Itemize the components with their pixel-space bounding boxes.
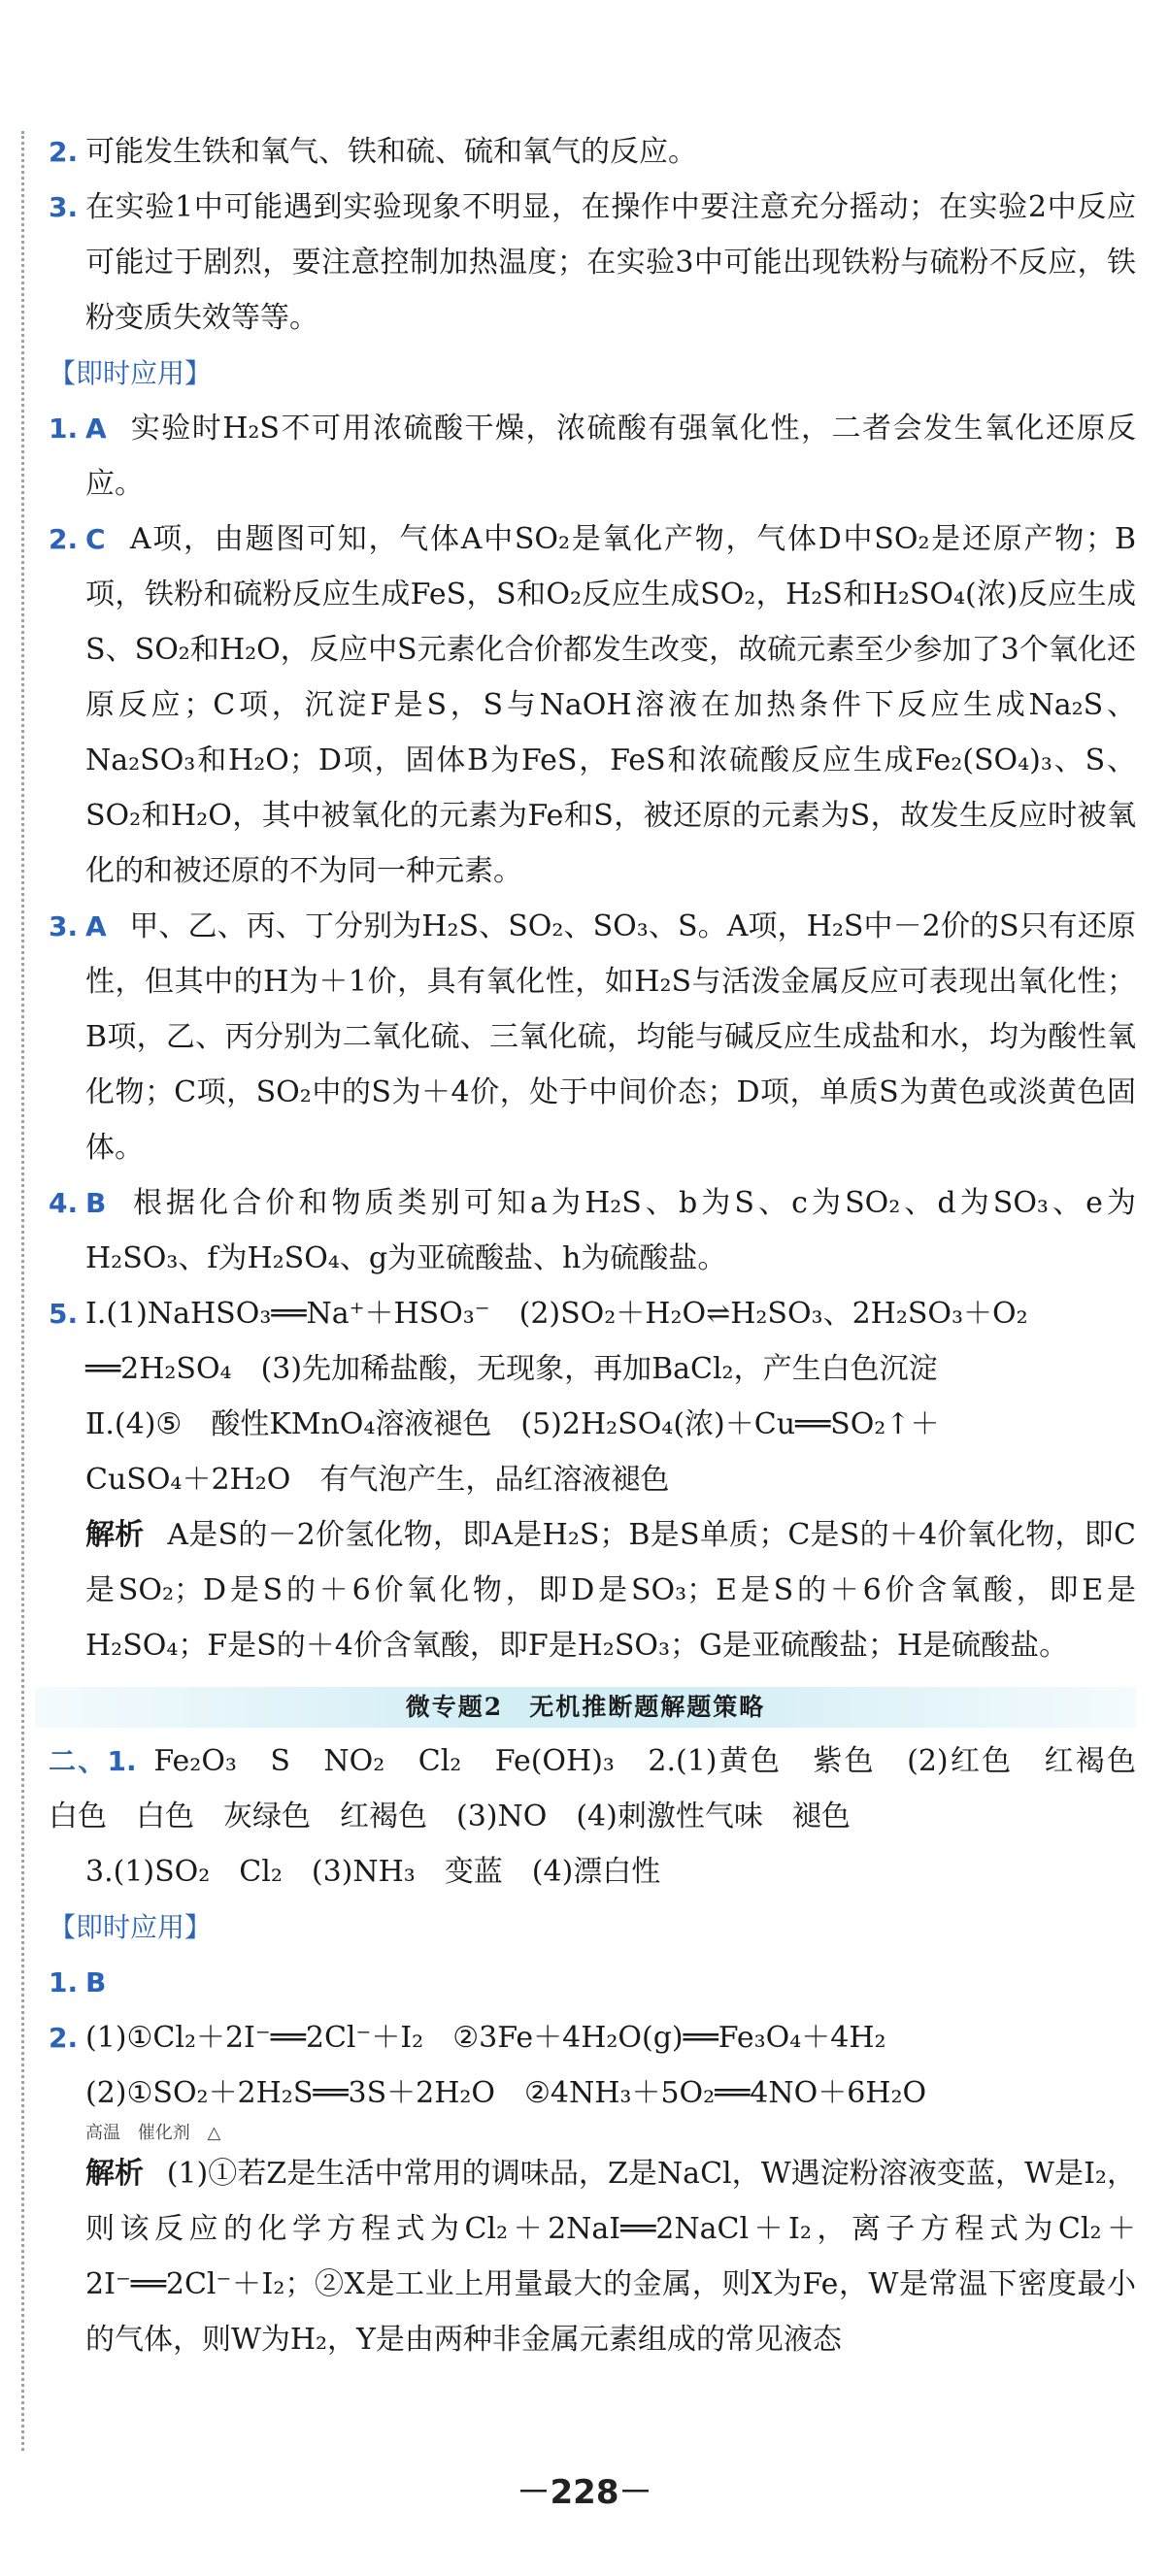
item-number: 1.: [49, 413, 79, 445]
item-number: 3.: [49, 191, 79, 223]
list-item: [49, 124, 1136, 180]
analysis-label: 解析: [85, 1518, 145, 1552]
equation-line: Ⅰ.(1)NaHSO₃══Na⁺＋HSO₃⁻ (2)SO₂＋H₂O⇌H₂SO₃、2H₂SO₃＋O₂: [85, 1297, 1028, 1331]
answer-item: [49, 401, 1136, 512]
item-number: 1.: [49, 1966, 79, 1998]
item-text: 在实验1中可能遇到实验现象不明显，在操作中要注意充分摇动；在实验2中反应可能过于剧烈，要注意控制加热温度；在实验3中可能出现铁粉与硫粉不反应，铁粉变质失效等等。: [85, 190, 1136, 335]
answer-letter: A: [85, 413, 107, 445]
analysis-text: A是S的－2价氢化物，即A是H₂S；B是S单质；C是S的＋4价氧化物，即C是SO₂；D是S的＋6价氧化物，即D是SO₃；E是S的＋6价含氧酸，即E是H₂SO₄；F是S的＋4价含氧酸，即F是H₂SO₃；G是亚硫酸盐；H是硫酸盐。: [85, 1518, 1136, 1663]
part-number: 二、1.: [49, 1745, 137, 1777]
equation-line: CuSO₄＋2H₂O 有气泡产生，品红溶液褪色: [85, 1463, 670, 1497]
analysis-block: [85, 2146, 1136, 2367]
left-dotted-rule: [21, 131, 24, 2451]
condition-catalyst: 催化剂: [137, 2123, 190, 2143]
item-number: 2.: [49, 136, 79, 168]
explanation-text: 实验时H₂S不可用浓硫酸干燥，浓硫酸有强氧化性，二者会发生氧化还原反应。: [85, 412, 1136, 501]
item-number: 3.: [49, 910, 79, 942]
list-item: [49, 180, 1136, 346]
answer-item: [49, 1955, 1136, 2010]
answer-item: [49, 899, 1136, 1175]
part2-text: Fe₂O₃ S NO₂ Cl₂ Fe(OH)₃ 2.(1)黄色 紫色 (2)红色 红褐色 白色 白色 灰绿色 红褐色 (3)NO (4)刺激性气味 褪色: [49, 1744, 1166, 1833]
explanation-text: A项，由题图可知，气体A中SO₂是氧化产物，气体D中SO₂是还原产物；B项，铁粉和硫粉反应生成FeS，S和O₂反应生成SO₂，H₂S和H₂SO₄(浓)反应生成S、SO₂和H₂O，反应中S元素化合价都发生改变，故硫元素至少参加了3个氧化还原反应；C项，沉淀F是S，S与NaOH溶液在加热条件下反应生成Na₂S、Na₂SO₃和H₂O；D项，固体B为FeS，FeS和浓硫酸反应生成Fe₂(SO₄)₃、S、SO₂和H₂O，其中被氧化的元素为Fe和S，被还原的元素为S，故发生反应时被氧化的和被还原的不为同一种元素。: [85, 522, 1136, 888]
explanation-text: 根据化合价和物质类别可知a为H₂S、b为S、c为SO₂、d为SO₃、e为H₂SO₃、f为H₂SO₄、g为亚硫酸盐、h为硫酸盐。: [85, 1186, 1136, 1275]
answer-letter: C: [85, 523, 106, 555]
item-number: 2.: [49, 523, 79, 555]
equation-line: (1)①Cl₂＋2I⁻══2Cl⁻＋I₂ ②3Fe＋4H₂O(g)══Fe₃O₄＋4H₂: [85, 2021, 886, 2055]
answer-letter: B: [85, 1966, 107, 1998]
answer-item: [49, 1286, 1136, 1673]
reaction-conditions: [85, 2121, 1136, 2146]
equation-line: (2)①SO₂＋2H₂S══3S＋2H₂O ②4NH₃＋5O₂══4NO＋6H₂O: [85, 2076, 927, 2110]
answer-letter: A: [85, 910, 107, 942]
analysis-label: 解析: [85, 2157, 145, 2191]
answer-item: [49, 2010, 1136, 2367]
page-number: －228－: [517, 2473, 652, 2512]
part2-answers: [49, 1734, 1166, 1899]
condition-heat: △: [207, 2123, 221, 2143]
condition-high-temp: 高温: [85, 2123, 120, 2143]
explanation-text: 甲、乙、丙、丁分别为H₂S、SO₂、SO₃、S。A项，H₂S中－2价的S只有还原性，但其中的H为＋1价，具有氧化性，如H₂S与活泼金属反应可表现出氧化性；B项，乙、丙分别为二氧化硫、三氧化硫，均能与碱反应生成盐和水，均为酸性氧化物；C项，SO₂中的S为＋4价，处于中间价态；D项，单质S为黄色或淡黄色固体。: [85, 909, 1136, 1165]
item-number: 5.: [49, 1298, 79, 1330]
equation-line: ══2H₂SO₄ (3)先加稀盐酸，无现象，再加BaCl₂，产生白色沉淀: [85, 1352, 938, 1386]
page-content: [49, 124, 1166, 2367]
answer-item: [49, 1175, 1136, 1286]
section-label: 【即时应用】: [49, 1911, 213, 1943]
analysis-block: [85, 1507, 1136, 1673]
equation-line: Ⅱ.(4)⑤ 酸性KMnO₄溶液褪色 (5)2H₂SO₄(浓)＋Cu══SO₂↑＋: [85, 1407, 940, 1441]
answer-item: [49, 512, 1136, 899]
item-number: 4.: [49, 1187, 79, 1219]
answer-letter: B: [85, 1187, 107, 1219]
topic-banner: 微专题2 无机推断题解题策略: [35, 1687, 1136, 1728]
analysis-text: (1)①若Z是生活中常用的调味品，Z是NaCl，W遇淀粉溶液变蓝，W是I₂，则该反应的化学方程式为Cl₂＋2NaI══2NaCl＋I₂，离子方程式为Cl₂＋2I⁻══2Cl⁻＋I₂；②X是工业上用量最大的金属，则X为Fe，W是常温下密度最小的气体，则W为H₂，Y是由两种非金属元素组成的常见液态: [85, 2157, 1137, 2357]
item-text: 可能发生铁和氧气、铁和硫、硫和氧气的反应。: [85, 135, 697, 169]
section-label: 【即时应用】: [49, 357, 213, 389]
part2-line: 3.(1)SO₂ Cl₂ (3)NH₃ 变蓝 (4)漂白性: [85, 1855, 661, 1889]
item-number: 2.: [49, 2022, 79, 2054]
